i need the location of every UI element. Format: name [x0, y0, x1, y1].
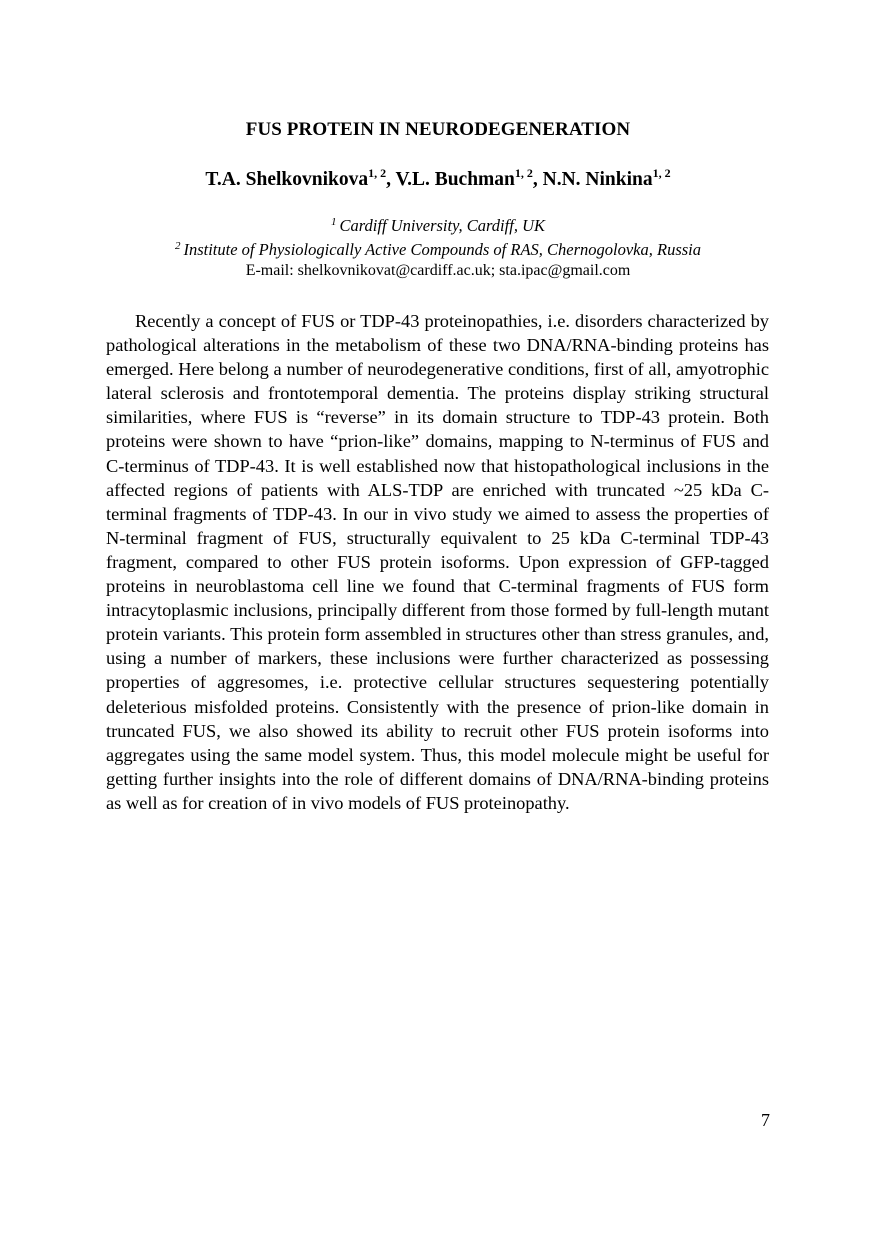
author-name: N.N. Ninkina	[542, 169, 653, 190]
affiliation-1	[0, 216, 876, 236]
affiliation-text: Institute of Physiologically Active Compounds of RAS, Chernogolovka, Russia	[183, 240, 702, 259]
author-separator: ,	[386, 169, 396, 190]
affiliation-mark: 1	[330, 216, 337, 228]
affiliation-2	[0, 240, 876, 260]
author-name: T.A. Shelkovnikova	[205, 169, 369, 190]
abstract-body: Recently a concept of FUS or TDP-43 proteinopathies, i.e. disorders characterized by pathological alterations in the metabolism of these two DNA/RNA-binding proteins has emerged. Here belong a number of neurodegenerative conditions, first of all, amyotrophic lateral sclerosis and frontotemporal dementia. The proteins display striking structural similarities, where FUS is “reverse” in its domain structure to TDP-43 protein. Both proteins were shown to have “prion-like” domains, mapping to N-terminus of FUS and C-terminus of TDP-43. It is well established now that histopathological inclusions in the affected regions of patients with ALS-TDP are enriched with truncated ~25 kDa C-terminal fragments of TDP-43. In our in vivo study we aimed to assess the properties of N-terminal fragment of FUS, structurally equivalent to 25 kDa C-terminal TDP-43 fragment, compared to other FUS protein isoforms. Upon expression of GFP-tagged proteins in neuroblastoma cell line we found that C-terminal fragments of FUS form intracytoplasmic inclusions, principally different from those formed by full-length mutant protein variants. This protein form assembled in structures other than stress granules, and, using a number of markers, these inclusions were further characterized as possessing properties of aggresomes, i.e. protective cellular structures sequestering potentially deleterious misfolded proteins. Consistently with the presence of prion-like domain in truncated FUS, we also showed its ability to recruit other FUS protein isoforms into aggregates using the same model system. Thus, this model molecule might be useful for getting further insights into the role of different domains of DNA/RNA-binding proteins as well as for creation of in vivo models of FUS proteinopathy.	[106, 311, 769, 813]
page-number: 7	[761, 1110, 770, 1130]
affiliation-text: Cardiff University, Cardiff, UK	[339, 216, 545, 235]
contact-email: E-mail: shelkovnikovat@cardiff.ac.uk; sta.ipac@gmail.com	[245, 262, 631, 279]
author-separator: ,	[532, 169, 543, 190]
author-name: V.L. Buchman	[395, 169, 515, 190]
author-list	[0, 166, 876, 191]
author-affiliation-mark: 1, 2	[368, 166, 387, 180]
author-affiliation-mark: 1, 2	[514, 166, 533, 180]
paper-title: FUS PROTEIN IN NEURODEGENERATION	[245, 119, 631, 140]
author-affiliation-mark: 1, 2	[652, 166, 671, 180]
affiliation-mark: 2	[174, 240, 181, 252]
